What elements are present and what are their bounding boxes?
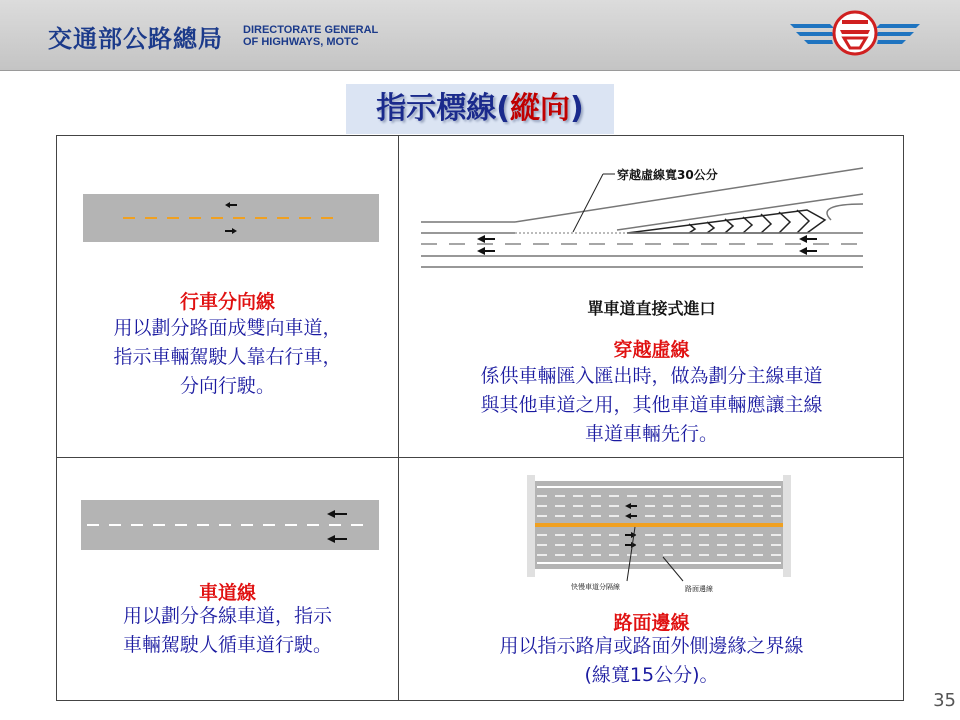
lane-desc-line-2: 車輛駕駛人循車道行駛。: [122, 634, 332, 656]
edge-desc-line-2: (線寬15公分)。: [584, 664, 719, 686]
centerline-desc-line-1: 用以劃分路面成雙向車道，: [113, 317, 342, 339]
centerline-desc-line-3: 分向行駛。: [179, 375, 275, 397]
slide-title-highlight: 縱向: [510, 91, 570, 126]
crossing-line-description: [398, 362, 905, 449]
lane-line-description: [57, 602, 398, 660]
centerline-description: [57, 314, 398, 401]
edge-line-label: 路面邊線: [685, 585, 713, 593]
centerline-diagram: [83, 194, 379, 244]
org-name-en: [243, 24, 378, 48]
org-name-zh: 交通部公路總局: [48, 25, 223, 53]
org-name-en-line1: DIRECTORATE GENERAL: [243, 24, 379, 36]
edge-line-title: 路面邊線: [613, 612, 690, 634]
slide-header: [0, 0, 960, 71]
highway-bureau-winged-logo-icon: [790, 8, 920, 58]
centerline-title: 行車分向線: [179, 291, 275, 313]
lane-line-title: 車道線: [198, 582, 256, 604]
direct-entrance-caption: 單車道直接式進口: [587, 299, 716, 318]
crossing-desc-line-3: 車道車輛先行。: [584, 423, 718, 445]
org-name-en-line2: OF HIGHWAYS, MOTC: [243, 36, 359, 48]
centerline-desc-line-2: 指示車輛駕駛人靠右行車，: [113, 346, 342, 368]
lane-line-diagram: [81, 500, 379, 552]
crossing-desc-line-2: 與其他車道之用，其他車道車輛應讓主線: [480, 394, 823, 416]
edge-line-description: [398, 632, 905, 690]
slide-title: [346, 84, 614, 134]
crossing-line-width-label: 穿越虛線寬30公分: [617, 168, 718, 182]
slide-title-end: ): [570, 91, 584, 126]
table-divider-horizontal: [57, 457, 903, 458]
lane-divider-label: 快慢車道分隔線: [571, 583, 620, 591]
crossing-dashed-line-diagram: [417, 158, 887, 280]
edge-line-diagram: [527, 475, 797, 595]
marking-table: [56, 135, 904, 701]
slide-title-main: 指示標線(: [376, 91, 510, 126]
crossing-line-title: 穿越虛線: [613, 339, 690, 361]
crossing-desc-line-1: 係供車輛匯入匯出時，做為劃分主線車道: [480, 365, 823, 387]
edge-desc-line-1: 用以指示路肩或路面外側邊緣之界線: [499, 635, 804, 657]
lane-desc-line-1: 用以劃分各線車道，指示: [122, 605, 332, 627]
page-number: 35: [933, 690, 956, 711]
